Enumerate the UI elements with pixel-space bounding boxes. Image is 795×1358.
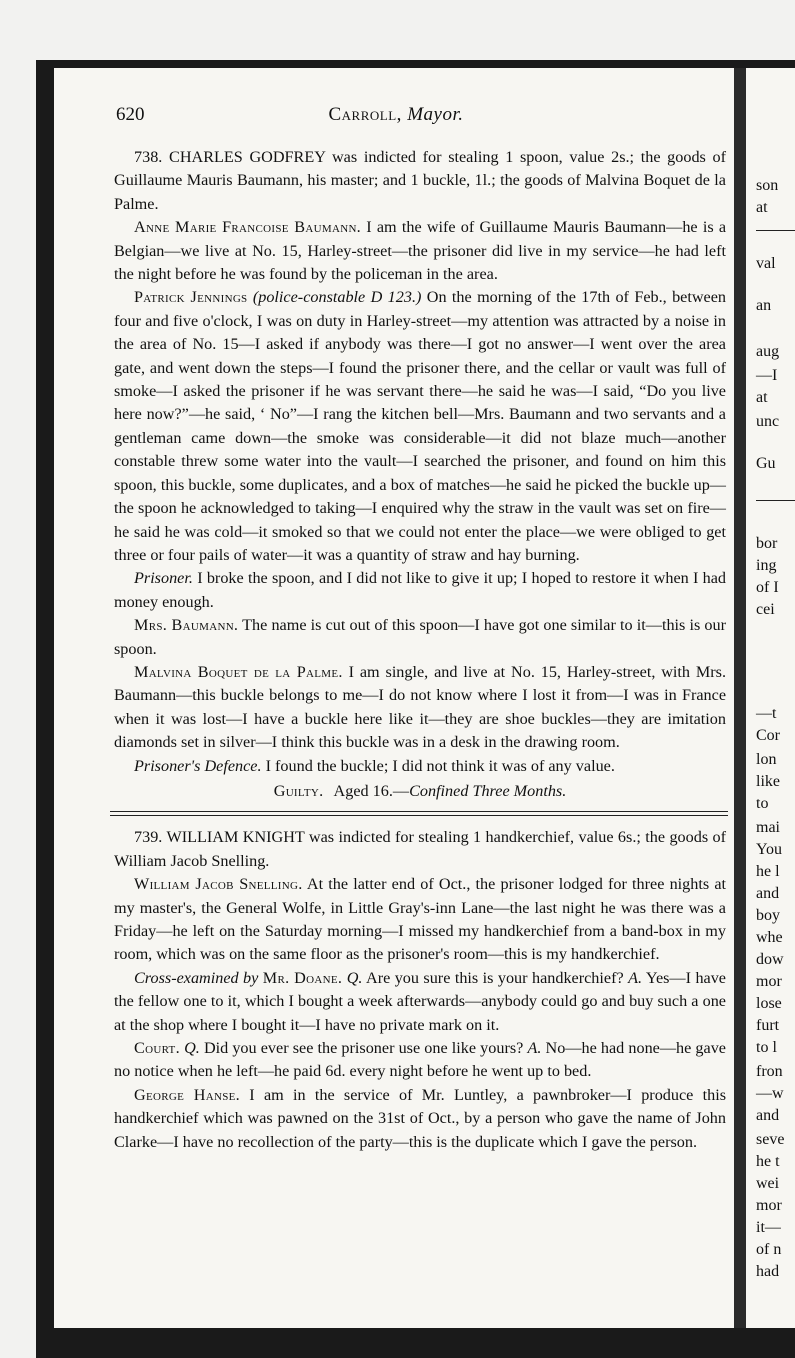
- facing-page-fragment: Cor: [756, 727, 780, 744]
- facing-page-fragment: val: [756, 255, 776, 272]
- facing-page-fragment: to: [756, 795, 769, 812]
- case-divider: [110, 811, 728, 816]
- facing-page-fragment: of I: [756, 579, 779, 596]
- testimony-paragraph: Court. Q. Did you ever see the prisoner use one like yours? A. No—he had none—he gave no notice when he left—he paid 6d. every night before he went up to bed.: [114, 1039, 726, 1081]
- facing-page-fragment: like: [756, 773, 780, 790]
- facing-page-fragment: fron: [756, 1063, 783, 1080]
- facing-page-fragment: unc: [756, 413, 780, 430]
- facing-page-fragment: and: [756, 885, 780, 902]
- facing-page-fragment: whe: [756, 929, 783, 946]
- facing-page-fragment: You: [756, 841, 782, 858]
- facing-page-fragment: and: [756, 1107, 780, 1124]
- facing-page-fragment: mor: [756, 1197, 782, 1214]
- facing-page-fragment: lose: [756, 995, 782, 1012]
- witness-name: Anne Marie Francoise Baumann.: [134, 218, 362, 237]
- facing-page-fragment: boy: [756, 907, 780, 924]
- facing-page-edge: [746, 68, 795, 1328]
- facing-page-fragment: furt: [756, 1017, 780, 1034]
- facing-page-rule: [756, 500, 795, 501]
- facing-page-fragment: he t: [756, 1153, 780, 1170]
- facing-page-fragment: at: [756, 389, 768, 406]
- facing-page-fragment: lon: [756, 751, 777, 768]
- witness-name: Mrs. Baumann.: [134, 616, 239, 635]
- facing-page-fragment: dow: [756, 951, 784, 968]
- case-738-heading: 738. CHARLES GODFREY was indicted for stealing 1 spoon, value 2s.; the goods of Guillaume Mauris Baumann, his master; and 1 buckle, 1l.; the goods of Malvina Boquet de la Palme.: [114, 148, 727, 213]
- testimony-paragraph: Prisoner's Defence. I found the buckle; I did not think it was of any value.: [134, 756, 615, 775]
- facing-page-fragment: an: [756, 297, 772, 314]
- left-page: [54, 68, 734, 1328]
- facing-page-fragment: bor: [756, 535, 778, 552]
- facing-page-fragment: aug: [756, 343, 780, 360]
- facing-page-fragment: seve: [756, 1131, 785, 1148]
- facing-page-fragment: —t: [756, 705, 777, 722]
- facing-page-fragment: —w: [756, 1085, 784, 1102]
- facing-page-rule: [756, 230, 795, 231]
- testimony-paragraph: Prisoner. I broke the spoon, and I did not like to give it up; I hoped to restore it when I had money enough.: [114, 569, 727, 611]
- facing-page-fragment: ing: [756, 557, 777, 574]
- defendant-name: CHARLES GODFREY: [169, 148, 326, 166]
- testimony-paragraph: Patrick Jennings (police-constable D 123.) On the morning of the 17th of Feb., between four and five o'clock, I was on duty in Harley-street—my attention was attracted by a noise in the area of No. 15—I asked if anybody was there—I got no answer—I went over the area gate, and went down the steps—I found the prisoner there, and the cellar or vault was full of smoke—I asked the prisoner if he was servant there—he said he was—I said, “Do you live here now?”—he said, ‘ No”—I rang the kitchen bell—Mrs. Baumann and two servants and a gentleman came down—the smoke was considerable—it did not blaze much—another constable threw some water into the vault—I searched the prisoner, and found on him this spoon, this buckle, some duplicates, and a box of matches—he said he picked the buckle up—the spoon he acknowledged to taking—I enquired why the straw in the vault was set on fire—he said he was cold—it smoked so that we could not enter the place—we were obliged to get three or four pails of water—it was a quantity of straw and hay burning.: [114, 288, 726, 564]
- witness-name: George Hanse.: [134, 1085, 240, 1104]
- facing-page-fragment: at: [756, 199, 768, 216]
- testimony-paragraph: William Jacob Snelling. At the latter end of Oct., the prisoner lodged for three nights at my master's, the General Wolfe, in Little Gray's-inn Lane—the last night he was there was a Friday—he left on the Saturday morning—I missed my handkerchief from a band-box in my room, which was on the same floor as the prisoner's room—this is my handkerchief.: [114, 875, 727, 964]
- verdict: Guilty. Aged 16.—Confined Three Months.: [273, 781, 567, 800]
- facing-page-fragment: son: [756, 177, 779, 194]
- facing-page-fragment: mai: [756, 819, 780, 836]
- page-number: 620: [116, 104, 145, 125]
- testimony-paragraph: Cross-examined by Mr. Doane. Q. Are you sure this is your handkerchief? A. Yes—I have the fellow one to it, which I bought a week afterwards—anybody could go and buy such a one at the shop where I bought it—I have no private mark on it.: [114, 968, 726, 1034]
- facing-page-fragment: cei: [756, 601, 775, 618]
- witness-name: William Jacob Snelling.: [134, 875, 303, 894]
- facing-page-fragment: mor: [756, 973, 782, 990]
- book-gutter: [734, 68, 746, 1328]
- testimony-paragraph: George Hanse. I am in the service of Mr. Luntley, a pawnbroker—I produce this handkerchief which was pawned on the 31st of Oct., by a person who gave the name of John Clarke—I have no recollection of the party—this is the duplicate which I gave the person.: [114, 1085, 727, 1151]
- facing-page-fragment: had: [756, 1263, 780, 1280]
- defendant-name: WILLIAM KNIGHT: [166, 828, 305, 847]
- page-body: [114, 146, 726, 1154]
- facing-page-fragment: wei: [756, 1175, 780, 1192]
- facing-page-fragment: it—: [756, 1219, 781, 1236]
- running-head-title: Carroll, Mayor.: [328, 104, 464, 125]
- case-739-heading: 739. WILLIAM KNIGHT was indicted for stealing 1 handkerchief, value 6s.; the goods of William Jacob Snelling.: [114, 828, 726, 870]
- facing-page-fragment: —I: [756, 367, 778, 384]
- testimony-paragraph: Mrs. Baumann. The name is cut out of this spoon—I have got one similar to it—this is our spoon.: [114, 616, 726, 658]
- running-head: [116, 104, 676, 130]
- witness-name: Patrick Jennings: [134, 288, 248, 307]
- witness-name: Malvina Boquet de la Palme.: [134, 662, 343, 681]
- facing-page-fragment: of n: [756, 1241, 782, 1258]
- facing-page-fragment: he l: [756, 863, 780, 880]
- testimony-paragraph: Anne Marie Francoise Baumann. I am the wife of Guillaume Mauris Baumann—he is a Belgian—we live at No. 15, Harley-street—the prisoner did live in my service—he had left the night before he was found by the policeman in the area.: [114, 218, 727, 284]
- facing-page-fragment: to l: [756, 1039, 777, 1056]
- testimony-paragraph: Malvina Boquet de la Palme. I am single, and live at No. 15, Harley-street, with Mrs. Baumann—this buckle belongs to me—I do not know where I lost it from—I was in France when it was lost—I have a buckle here like it—they are shoe buckles—they are imitation diamonds set in silver—I think this buckle was in a desk in the drawing room.: [114, 662, 727, 752]
- facing-page-fragment: Gu: [756, 455, 776, 472]
